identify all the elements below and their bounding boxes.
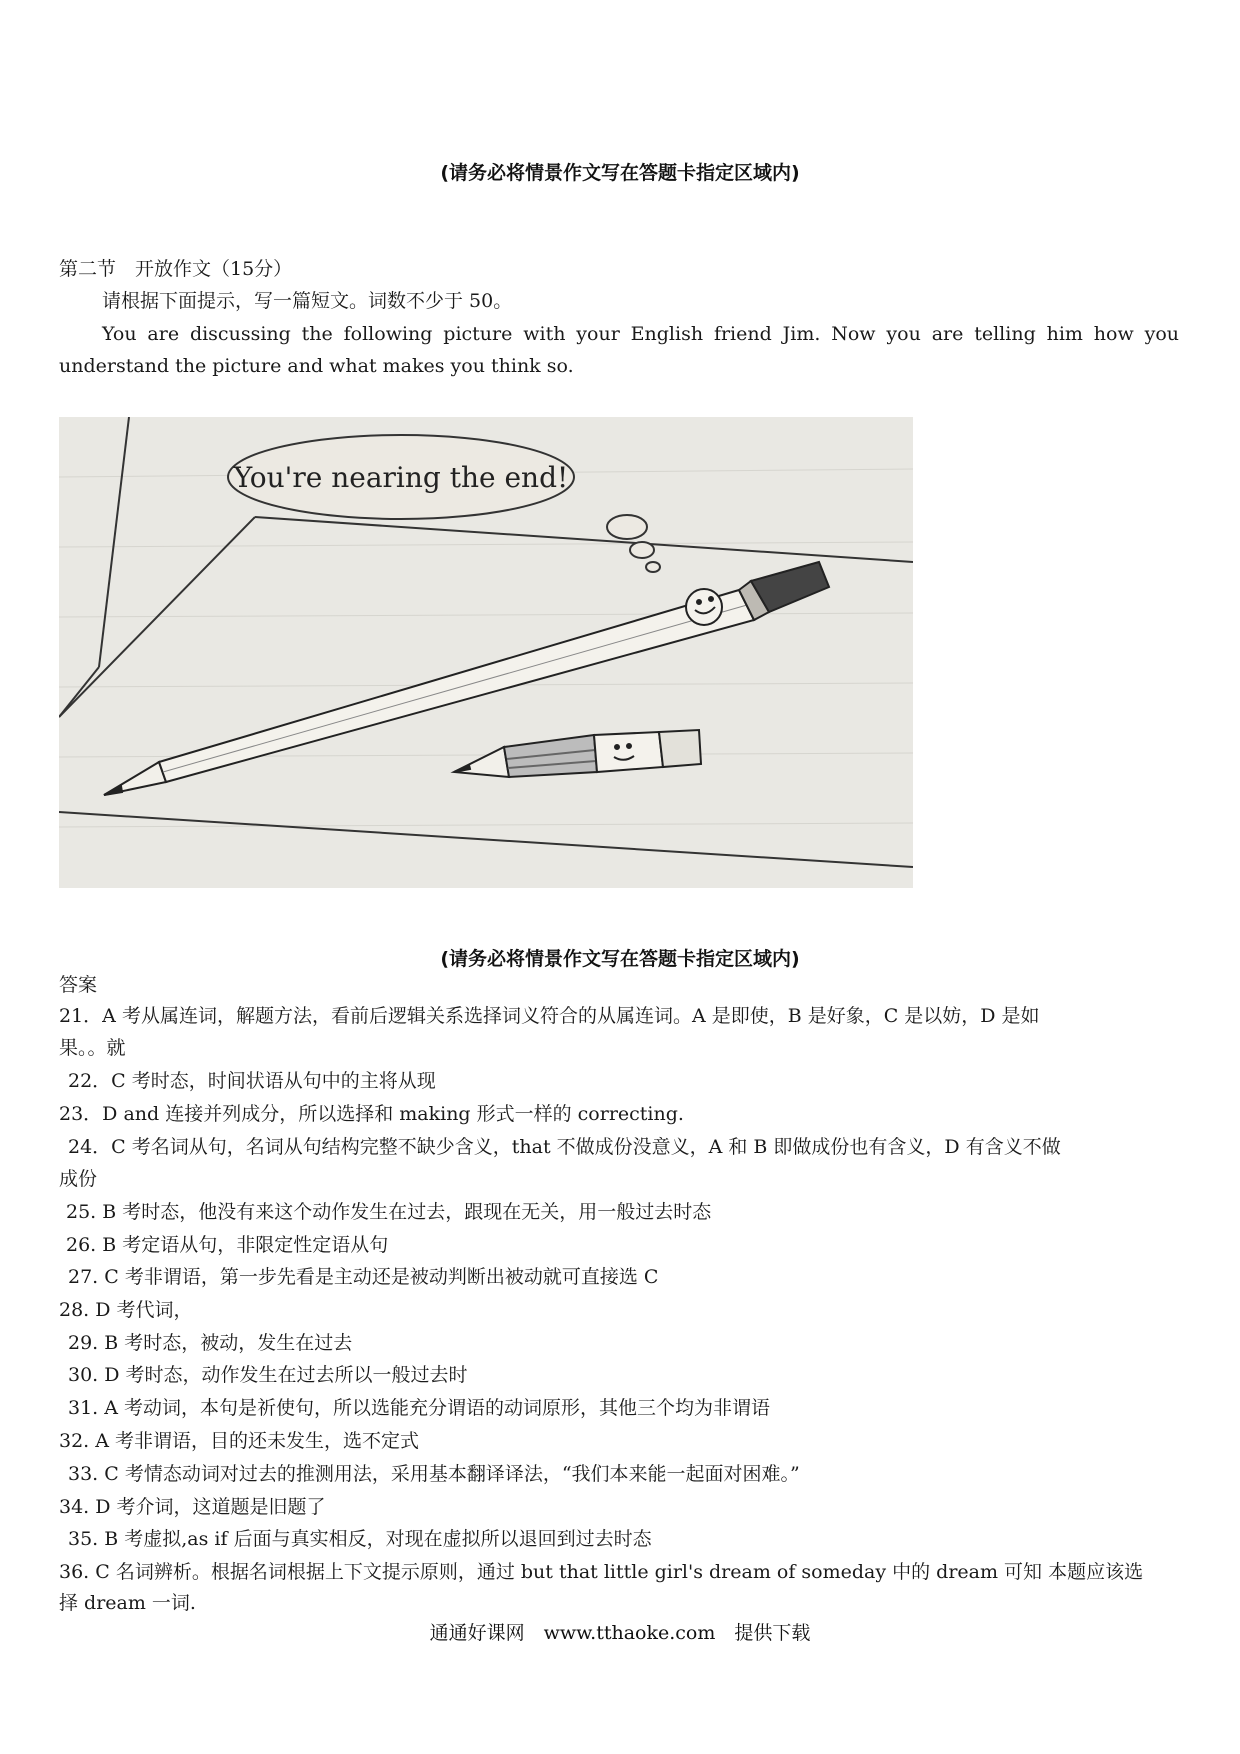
answers-label: 答案 [59,974,98,996]
answer-line: 26. B 考定语从句，非限定性定语从句 [66,1234,389,1256]
notice-top: (请务必将情景作文写在答题卡指定区域内) [440,162,800,184]
answer-line: 24．C 考名词从句，名词从句结构完整不缺少含义，that 不做成份没意义，A 和 B 即做成份也有含义，D 有含义不做 [68,1136,1061,1158]
answer-line: 34. D 考介词，这道题是旧题了 [59,1496,326,1518]
pencil-illustration [59,417,913,888]
answer-line: 28. D 考代词， [59,1299,193,1321]
answer-line: 23．D and 连接并列成分，所以选择和 making 形式一样的 correcting. [59,1103,684,1125]
answer-line: 择 dream 一词. [59,1592,196,1614]
instruction: 请根据下面提示，写一篇短文。词数不少于 50。 [102,290,513,312]
answer-line: 30. D 考时态，动作发生在过去所以一般过去时 [68,1364,468,1386]
writing-prompt: You are discussing the following picture with your English friend Jim. Now you are telling him how you understand the picture and what makes you think so. [59,323,1179,377]
answer-line: 果。。就 [59,1037,126,1059]
answer-line: 25. B 考时态，他没有来这个动作发生在过去，跟现在无关，用一般过去时态 [66,1201,712,1223]
answer-line: 31. A 考动词，本句是祈使句，所以选能充分谓语的动词原形，其他三个均为非谓语 [68,1397,771,1419]
answer-line: 32. A 考非谓语，目的还未发生，选不定式 [59,1430,420,1452]
answer-line: 成份 [59,1168,98,1190]
answer-line: 21．A 考从属连词，解题方法，看前后逻辑关系选择词义符合的从属连词。A 是即使，B 是好象，C 是以妨，D 是如 [59,1005,1040,1027]
answer-line: 22．C 考时态，时间状语从句中的主将从现 [68,1070,436,1092]
footer-credit: 通通好课网 www.tthaoke.com 提供下载 [429,1622,811,1644]
answer-line: 33. C 考情态动词对过去的推测用法，采用基本翻译译法，“我们本来能一起面对困难。” [68,1463,800,1485]
speech-text: You're nearing the end! [233,461,569,494]
notice-bottom: (请务必将情景作文写在答题卡指定区域内) [440,948,800,970]
answer-line: 35. B 考虚拟,as if 后面与真实相反，对现在虚拟所以退回到过去时态 [68,1528,652,1550]
answer-line: 29. B 考时态，被动，发生在过去 [68,1332,353,1354]
pencil-drawing [59,417,913,888]
answer-line: 27. C 考非谓语，第一步先看是主动还是被动判断出被动就可直接选 C [68,1266,659,1288]
section-heading: 第二节 开放作文（15分） [59,258,293,280]
answer-line: 36. C 名词辨析。根据名词根据上下文提示原则，通过 but that little girl's dream of someday 中的 dream 可知 本题应该选 [59,1561,1144,1583]
